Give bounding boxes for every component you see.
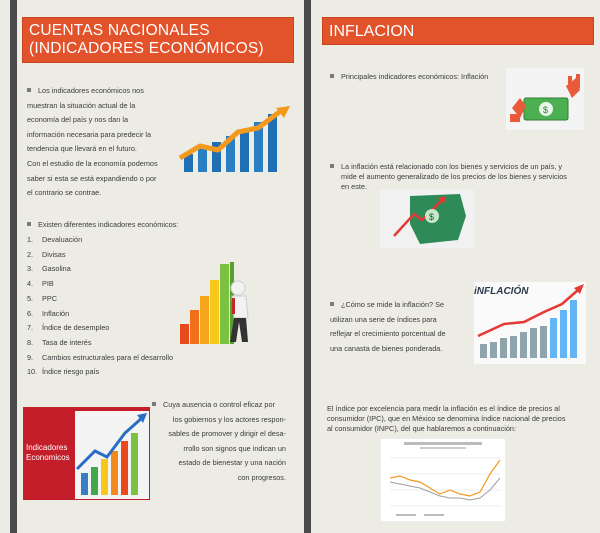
list-intro [27,218,247,233]
right-p2-line: mide el aumento generalizado de los precios de los bienes y servicios [341,172,567,181]
closing-paragraph [152,398,286,486]
left-title [22,17,294,63]
list-number: 6. [27,308,34,318]
right-p3-line: ¿Cómo se mide la inflación? Se [341,300,445,309]
closing-line: estado de bienestar y una nación [178,458,286,468]
closing-line: Cuya ausencia o control eficaz por [163,400,275,409]
list-label: Índice de desempleo [42,323,110,333]
right-paragraph-4 [327,404,593,434]
image-caption [26,443,70,463]
intro-line: Los indicadores económicos nos [38,86,144,95]
left-title-line1: CUENTAS NACIONALES [29,22,210,39]
dollar-arrow-image [380,190,474,248]
inflacion-badge: iNFLACIÓN [474,286,529,297]
right-paragraph-1 [330,70,520,85]
inpc-line-chart-image [380,438,506,522]
bullet-icon [330,302,334,306]
bullet-icon [330,164,334,168]
list-number: 5. [27,293,34,303]
bullet-icon [27,222,31,226]
list-number: 9. [27,352,34,362]
right-p2-line: La inflación está relacionado con los bienes y servicios de un país, y [341,162,563,171]
list-item [27,277,173,292]
list-item [27,307,173,322]
indicadores-economicos-image [23,407,150,500]
list-item [27,321,173,336]
intro-line: información necesaria para predecir la [27,129,152,139]
closing-line: sables de promover y dirigir el desa- [168,429,286,439]
right-paragraph-3 [330,298,460,356]
list-item [27,233,173,248]
right-p3-line: utilizan una serie de índices para [330,314,437,324]
list-label: Cambios estructurales para el desarrollo [42,352,173,362]
center-divider [304,0,311,533]
list-label: Devaluación [42,235,83,244]
intro-paragraph [27,84,187,201]
svg-text:$: $ [543,105,549,115]
rising-bars-graphic [75,411,149,499]
list-label: Tasa de interés [42,337,92,347]
inflacion-bars-graphic [474,282,586,364]
right-paragraph-2 [330,162,592,192]
indicator-list [27,233,173,380]
right-p2-line: en este. [341,182,367,191]
right-title: INFLACION [322,17,594,45]
closing-line: los gobiernos y los actores respon- [172,414,286,424]
right-p3-line: reflejar el crecimiento porcentual de [330,329,446,339]
money-hands-image [506,68,584,130]
list-number: 4. [27,279,34,289]
list-item [27,262,173,277]
list-number: 2. [27,249,34,259]
list-label: Índice riesgo país [42,367,100,377]
list-item [27,365,173,380]
list-item [27,351,173,366]
list-item [27,248,173,263]
intro-line: saber si esta se está expandiendo o por [27,173,157,183]
person-pushing-bars-image [176,262,260,348]
closing-line: con progresos. [237,472,286,482]
list-label: Inflación [42,308,70,318]
list-number: 10. [27,367,38,377]
list-number: 8. [27,337,34,347]
intro-line: tendencia que llevará en el futuro. [27,144,137,154]
right-p3-line: una canasta de bienes ponderada. [330,343,443,353]
image-caption-line: Economicos [26,453,70,462]
list-label: PIB [42,279,54,289]
image-caption-line: Indicadores [26,443,68,452]
growth-chart-image [178,106,294,176]
right-p4-line: al consumidor (INPC), del que hablaremos a continuación: [327,424,517,433]
intro-line: el contrario se contrae. [27,188,102,198]
closing-line: rrollo son signos que indican un [183,443,286,453]
bullet-icon [27,88,31,92]
right-p1-text: Principales indicadores económicos: Inflación [341,72,489,81]
right-p4-line: El índice por excelencia para medir la inflación es el índice de precios al [327,404,560,413]
intro-line: muestran la situación actual de la [27,100,136,110]
bullet-icon [152,402,156,406]
list-number: 1. [27,235,34,244]
left-title-line2: (INDICADORES ECONÓMICOS) [29,40,264,57]
left-divider [10,0,17,533]
list-number: 3. [27,264,34,274]
list-label: Divisas [42,249,66,259]
intro-line: economía del país y nos dan la [27,115,129,125]
right-p4-line: consumidor (IPC), que en México se denomina índice nacional de precios [327,414,566,423]
list-number: 7. [27,323,34,333]
list-item [27,336,173,351]
list-item [27,292,173,307]
list-intro-text: Existen diferentes indicadores económicos: [38,220,179,229]
inflacion-chart-image [474,282,586,364]
list-label: PPC [42,293,58,303]
bullet-icon [330,74,334,78]
svg-text:$: $ [429,212,435,222]
intro-line: Con el estudio de la economía podemos [27,158,158,168]
list-label: Gasolina [42,264,71,274]
